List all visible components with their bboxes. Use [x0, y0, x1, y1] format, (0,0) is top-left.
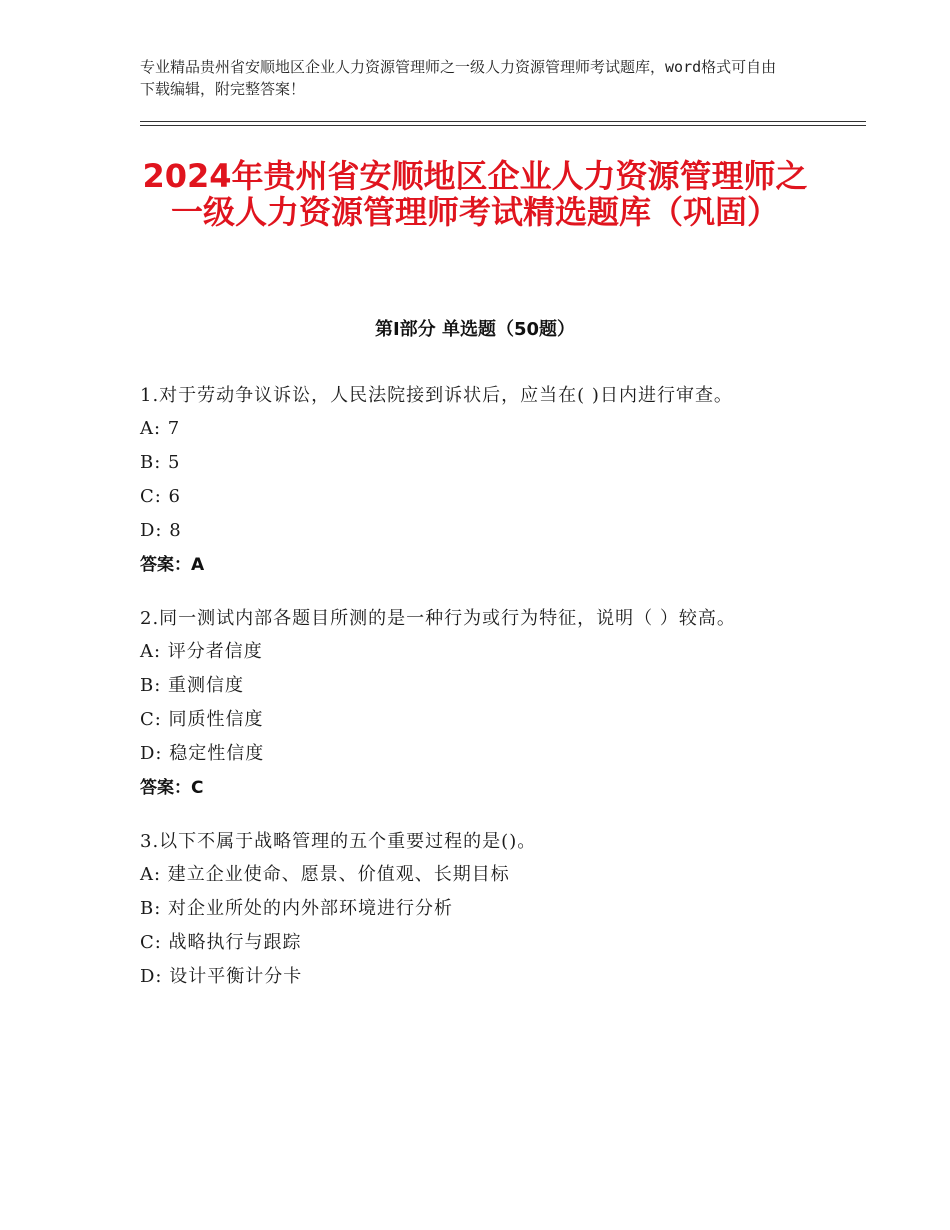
question-2 — [140, 603, 800, 805]
answer: 答案：A — [140, 555, 205, 575]
header-divider — [140, 121, 866, 122]
header-note: 专业精品贵州省安顺地区企业人力资源管理师之一级人力资源管理师考试题库，word格式可自由下载编辑，附完整答案！ — [140, 58, 777, 98]
question-list — [140, 380, 800, 1015]
option-d: D: 设计平衡计分卡 — [140, 966, 303, 987]
question-text: 3.以下不属于战略管理的五个重要过程的是()。 — [140, 831, 537, 852]
answer: 答案：C — [140, 778, 204, 798]
document-title: 2024年贵州省安顺地区企业人力资源管理师之一级人力资源管理师考试精选题库（巩固） — [142, 157, 808, 231]
header-divider-secondary — [140, 125, 866, 126]
option-a: A: 建立企业使命、愿景、价值观、长期目标 — [140, 864, 510, 885]
option-d: D: 稳定性信度 — [140, 743, 265, 764]
option-a: A: 7 — [140, 418, 181, 439]
question-1 — [140, 380, 800, 582]
option-a: A: 评分者信度 — [140, 641, 263, 662]
option-b: B: 5 — [140, 452, 181, 473]
question-3 — [140, 826, 800, 994]
option-c: C: 6 — [140, 486, 182, 507]
option-b: B: 对企业所处的内外部环境进行分析 — [140, 898, 454, 919]
question-text: 1.对于劳动争议诉讼，人民法院接到诉状后，应当在( )日内进行审查。 — [140, 385, 733, 406]
option-b: B: 重测信度 — [140, 675, 245, 696]
question-text: 2.同一测试内部各题目所测的是一种行为或行为特征，说明（ ）较高。 — [140, 608, 736, 629]
section-heading: 第Ⅰ部分 单选题（50题） — [374, 319, 575, 340]
option-c: C: 战略执行与跟踪 — [140, 932, 302, 953]
option-d: D: 8 — [140, 520, 182, 541]
option-c: C: 同质性信度 — [140, 709, 264, 730]
